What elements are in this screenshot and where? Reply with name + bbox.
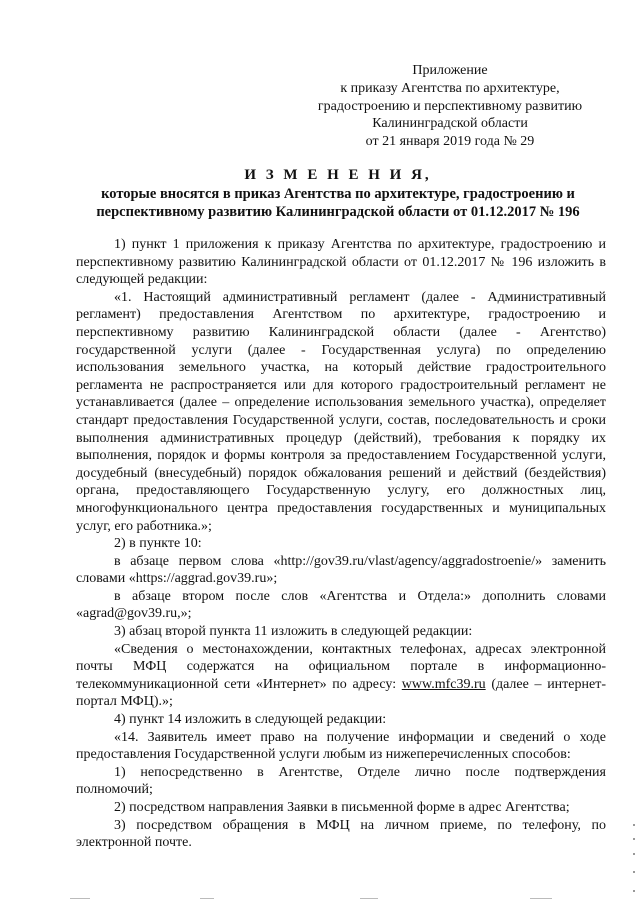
paragraph: в абзаце втором после слов «Агентства и Отдела:» дополнить словами «agrad@gov39.ru,»;: [76, 588, 606, 622]
scan-specks: [632, 820, 636, 900]
title-heading: И З М Е Н Е Н И Я,: [244, 167, 432, 183]
paragraph: «1. Настоящий административный регламент (далее - Административный регламент) предоставления Агентством по архитектуре, градостроению и перспективному развитию Калининградской области (далее - Агентство) государственной услуги (далее - Государственная услуга) по определению использования земельного участка, на который действие градостроительного регламента не распространяется или для которого градостроительный регламент не устанавливается (далее – определение использования земельного участка), определяет стандарт предоставления Государственной услуги, состав, последовательность и сроки выполнения административных процедур (действий), требования к порядку их выполнения, порядок и формы контроля за предоставлением Государственной услуги, досудебный (внесудебный) порядок обжалования решений и действий (бездействия) органа, предоставляющего Государственную услугу, его должностных лиц, многофункционального центра предоставления государственных и муниципальных услуг, его работника.»;: [76, 289, 606, 534]
paragraph: 2) посредством направления Заявки в письменной форме в адрес Агентства;: [114, 800, 570, 815]
paragraph: в абзаце первом слова «http://gov39.ru/vlast/agency/aggradostroenie/» заменить словами «https://aggrad.gov39.ru»;: [76, 553, 606, 587]
paragraph: 4) пункт 14 изложить в следующей редакции:: [114, 712, 387, 728]
paragraph: 1) непосредственно в Агентстве, Отделе лично после подтверждения полномочий;: [76, 764, 606, 798]
scan-bottom-marks: [60, 898, 620, 900]
paragraph: 3) посредством обращения в МФЦ на личном приеме, по телефону, по электронной почте.: [76, 817, 606, 851]
appendix-line: Приложение: [412, 63, 488, 78]
appendix-header: [300, 62, 600, 151]
paragraph: «14. Заявитель имеет право на получение информации и сведений о ходе предоставления Государственной услуги любым из нижеперечисленных способов:: [76, 729, 606, 763]
title-line: которые вносятся в приказ Агентства по архитектуре, градостроению и: [101, 185, 575, 202]
appendix-line: к приказу Агентства по архитектуре,: [340, 80, 560, 96]
paragraph-text: «Сведения о местонахождении, контактных телефонах, адресах электронной почты МФЦ содержатся на официальном портале в информационно-телекоммуникационной сети «Интернет» по адресу:: [76, 641, 606, 692]
paragraph: 2) в пункте 10:: [114, 536, 202, 552]
appendix-line: от 21 января 2019 года № 29: [365, 134, 535, 150]
title-line: перспективному развитию Калининградской области от 01.12.2017 № 196: [96, 204, 580, 220]
appendix-line: Калининградской области: [372, 116, 528, 132]
document-title: [70, 166, 606, 222]
paragraph: 1) пункт 1 приложения к приказу Агентства по архитектуре, градостроению и перспективному развитию Калининградской области от 01.12.2017 № 196 изложить в следующей редакции:: [76, 237, 606, 288]
mfc-link[interactable]: www.mfc39.ru: [401, 676, 486, 692]
appendix-line: градостроению и перспективному развитию: [317, 98, 583, 114]
paragraph-text: (далее – интернет-портал МФЦ).»;: [76, 676, 606, 710]
paragraph: [76, 641, 606, 711]
document-body: [76, 236, 606, 852]
paragraph: 3) абзац второй пункта 11 изложить в следующей редакции:: [114, 624, 473, 640]
